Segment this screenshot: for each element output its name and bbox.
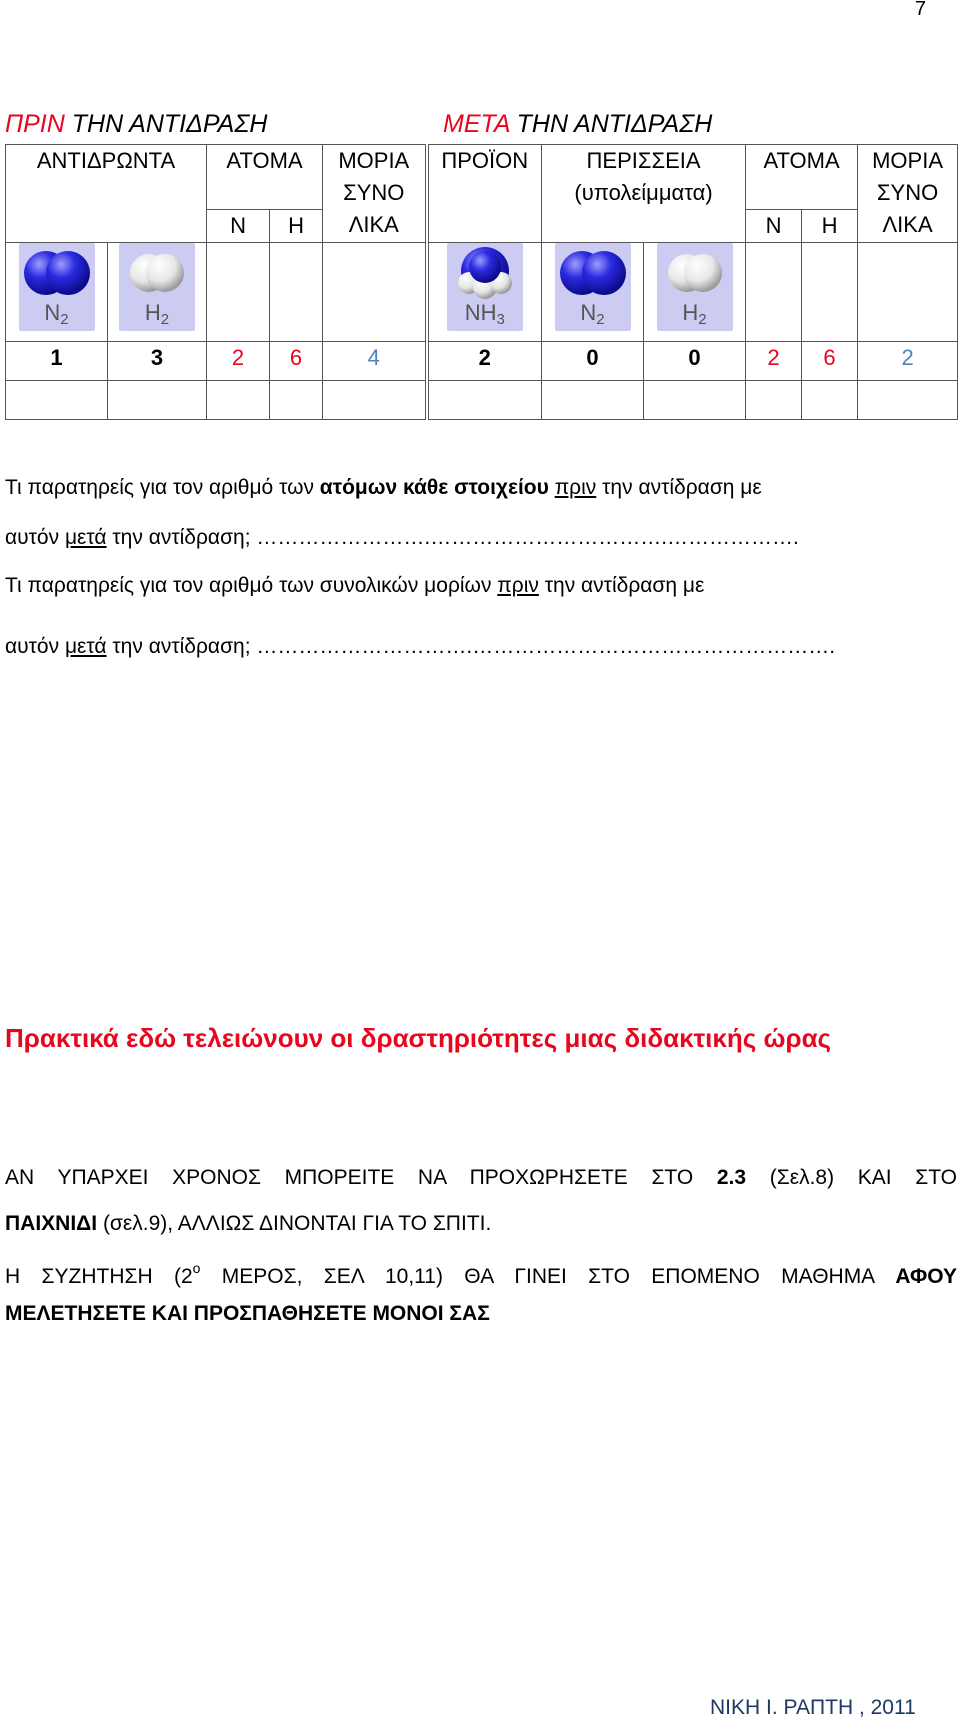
page-number: 7 <box>914 0 926 20</box>
count-reactant-h2: 3 <box>108 342 207 381</box>
empty-cell <box>644 381 746 420</box>
count-atoms-h-after: 6 <box>802 342 858 381</box>
header-atoms-before: ΑΤΟΜΑ <box>207 145 323 210</box>
cell-nh3-product <box>427 243 542 342</box>
header-molecules-before: ΜΟΡΙΑ ΣΥΝΟ ΛΙΚΑ <box>323 145 427 243</box>
question2-line1: Τι παρατηρείς για τον αριθμό των συνολικών μορίων πριν την αντίδραση με <box>5 574 705 597</box>
empty-cell <box>6 381 108 420</box>
header-reactants: ΑΝΤΙΔΡΩΝΤΑ <box>6 145 207 243</box>
cell-h2-excess <box>644 243 746 342</box>
empty-cell <box>207 381 270 420</box>
header-h-before: H <box>270 210 323 243</box>
cell-molecules-after-img <box>858 243 958 342</box>
para2-line1: Η ΣΥΖΗΤΗΣΗ ($2^o$ ΜΕΡΟΣ, ΣΕΛ 10,11) ΘΑ ΓΙΝΕΙ ΣΤΟ ΕΠΟΜΕΝΟ ΜΑΘΗΜΑ ΑΦΟΥ <box>5 1260 957 1288</box>
cell-n2-excess <box>542 243 644 342</box>
question1-line2: αυτόν μετά την αντίδραση; …………………….…………………………….………………. <box>5 526 799 549</box>
author-footer: ΝΙΚΗ Ι. ΡΑΠΤΗ , 2011 <box>710 1696 916 1719</box>
after-heading-red: ΜΕΤΑ <box>443 110 510 138</box>
count-product-nh3: 2 <box>427 342 542 381</box>
after-reaction-heading <box>443 110 712 139</box>
header-product: ΠΡΟΪΟΝ <box>427 145 542 243</box>
cell-atoms-h-before-img <box>270 243 323 342</box>
question1-line1: Τι παρατηρείς για τον αριθμό των ατόμων κάθε στοιχείου πριν την αντίδραση με <box>5 476 762 499</box>
reaction-table <box>5 144 958 420</box>
empty-cell <box>427 381 542 420</box>
question2-line2: αυτόν μετά την αντίδραση; ………………………….……………………………………………. <box>5 635 836 658</box>
count-excess-h2: 0 <box>644 342 746 381</box>
header-n-before: N <box>207 210 270 243</box>
before-reaction-heading <box>5 110 267 139</box>
empty-cell <box>270 381 323 420</box>
empty-cell <box>542 381 644 420</box>
para2-line2: ΜΕΛΕΤΗΣΕΤΕ ΚΑΙ ΠΡΟΣΠΑΘΗΣΕΤΕ ΜΟΝΟΙ ΣΑΣ <box>5 1302 490 1325</box>
para1-line2: ΠΑΙΧΝΙΔΙ (σελ.9), ΑΛΛΙΩΣ ΔΙΝΟΝΤΑΙ ΓΙΑ ΤΟ ΣΠΙΤΙ. <box>5 1212 492 1235</box>
header-h-after: H <box>802 210 858 243</box>
count-excess-n2: 0 <box>542 342 644 381</box>
after-heading-rest: ΤΗΝ ΑΝΤΙΔΡΑΣΗ <box>509 110 713 138</box>
before-heading-red: ΠΡΙΝ <box>5 110 65 138</box>
count-atoms-h-before: 6 <box>270 342 323 381</box>
count-atoms-n-after: 2 <box>746 342 802 381</box>
empty-cell <box>858 381 958 420</box>
n2-molecule-icon: $N_2$ <box>19 243 95 331</box>
h2-molecule-icon: $H_2$ <box>657 243 733 331</box>
h2-molecule-icon: $H_2$ <box>119 243 195 331</box>
cell-atoms-h-after-img <box>802 243 858 342</box>
count-atoms-n-before: 2 <box>207 342 270 381</box>
empty-cell <box>108 381 207 420</box>
empty-cell <box>746 381 802 420</box>
header-n-after: N <box>746 210 802 243</box>
cell-atoms-n-after-img <box>746 243 802 342</box>
header-atoms-after: ΑΤΟΜΑ <box>746 145 858 210</box>
cell-h2-reactant <box>108 243 207 342</box>
cell-atoms-n-before-img <box>207 243 270 342</box>
header-molecules-after: ΜΟΡΙΑ ΣΥΝΟ ΛΙΚΑ <box>858 145 958 243</box>
count-reactant-n2: 1 <box>6 342 108 381</box>
count-molecules-before: 4 <box>323 342 427 381</box>
end-of-lesson-banner: Πρακτικά εδώ τελειώνουν οι δραστηριότητες μιας διδακτικής ώρας <box>5 1023 832 1053</box>
count-molecules-after: 2 <box>858 342 958 381</box>
n2-molecule-icon: $N_2$ <box>555 243 631 331</box>
before-heading-rest: ΤΗΝ ΑΝΤΙΔΡΑΣΗ <box>64 110 268 138</box>
cell-molecules-before-img <box>323 243 427 342</box>
empty-cell <box>323 381 427 420</box>
cell-n2-reactant <box>6 243 108 342</box>
empty-cell <box>802 381 858 420</box>
nh3-molecule-icon: $NH_3$ <box>447 243 523 331</box>
header-excess: ΠΕΡΙΣΣΕΙΑ (υπολείμματα) <box>542 145 746 243</box>
para1-line1: ΑΝ ΥΠΑΡΧΕΙ ΧΡΟΝΟΣ ΜΠΟΡΕΙΤΕ ΝΑ ΠΡΟΧΩΡΗΣΕΤΕ ΣΤΟ 2.3 (Σελ.8) ΚΑΙ ΣΤΟ <box>5 1166 957 1189</box>
